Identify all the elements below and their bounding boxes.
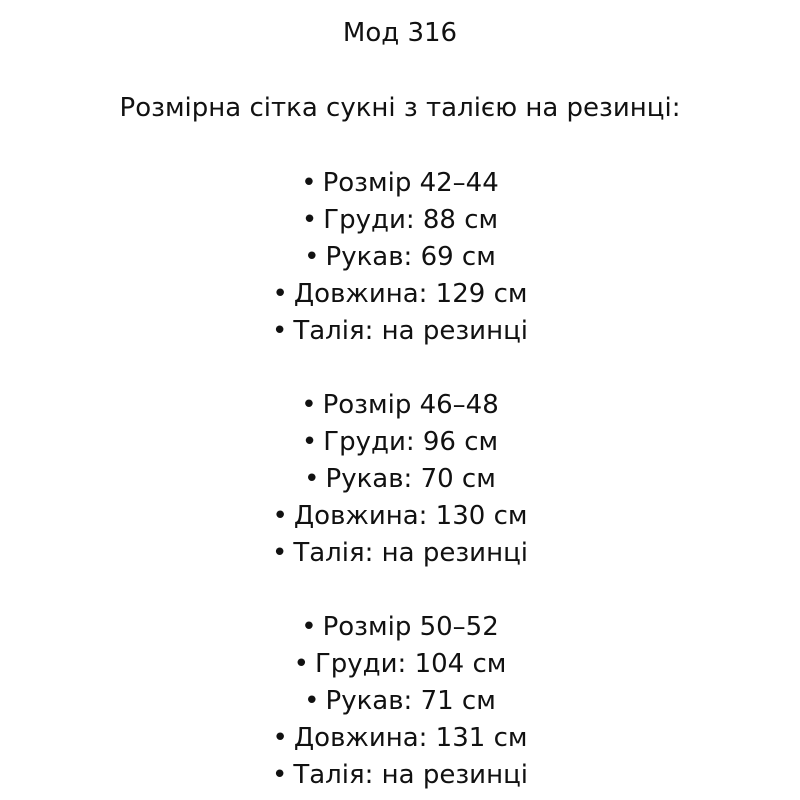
waist-value: Талія: на резинці xyxy=(293,538,528,568)
waist-line xyxy=(0,313,800,350)
bullet-marker: • xyxy=(301,612,317,642)
bullet-marker: • xyxy=(272,279,288,309)
size-block xyxy=(0,387,800,572)
length-line xyxy=(0,276,800,313)
chest-value: Груди: 104 см xyxy=(314,649,507,679)
waist-value: Талія: на резинці xyxy=(293,316,528,346)
bullet-marker: • xyxy=(304,242,320,272)
chest-line xyxy=(0,202,800,239)
chest-value: Груди: 88 см xyxy=(323,205,499,235)
bullet-marker: • xyxy=(272,723,288,753)
sleeve-line xyxy=(0,683,800,720)
bullet-marker: • xyxy=(272,501,288,531)
bullet-marker: • xyxy=(301,390,317,420)
model-title: Мод 316 xyxy=(342,18,458,48)
chest-line xyxy=(0,424,800,461)
bullet-marker: • xyxy=(271,760,288,790)
chest-line xyxy=(0,646,800,683)
size-value: Розмір 50–52 xyxy=(322,612,499,642)
length-line xyxy=(0,720,800,757)
size-line xyxy=(0,165,800,202)
size-line xyxy=(0,387,800,424)
length-value: Довжина: 129 см xyxy=(293,279,528,309)
waist-value: Талія: на резинці xyxy=(293,760,528,790)
length-line xyxy=(0,498,800,535)
chest-value: Груди: 96 см xyxy=(323,427,499,457)
length-value: Довжина: 131 см xyxy=(293,723,528,753)
sleeve-value: Рукав: 71 см xyxy=(325,686,496,716)
bullet-marker: • xyxy=(304,686,320,716)
waist-line xyxy=(0,535,800,572)
size-block xyxy=(0,609,800,794)
bullet-marker: • xyxy=(293,649,309,679)
size-block xyxy=(0,165,800,350)
waist-line xyxy=(0,757,800,794)
sleeve-value: Рукав: 70 см xyxy=(325,464,496,494)
bullet-marker: • xyxy=(304,464,320,494)
sleeve-line xyxy=(0,239,800,276)
length-value: Довжина: 130 см xyxy=(293,501,528,531)
size-line xyxy=(0,609,800,646)
size-chart-heading: Розмірна сітка сукні з талією на резинці: xyxy=(119,93,681,123)
size-value: Розмір 42–44 xyxy=(322,168,499,198)
bullet-marker: • xyxy=(271,316,288,346)
sleeve-value: Рукав: 69 см xyxy=(325,242,496,272)
sleeve-line xyxy=(0,461,800,498)
bullet-marker: • xyxy=(301,168,317,198)
size-value: Розмір 46–48 xyxy=(322,390,499,420)
bullet-marker: • xyxy=(301,205,318,235)
bullet-marker: • xyxy=(301,427,318,457)
bullet-marker: • xyxy=(271,538,288,568)
